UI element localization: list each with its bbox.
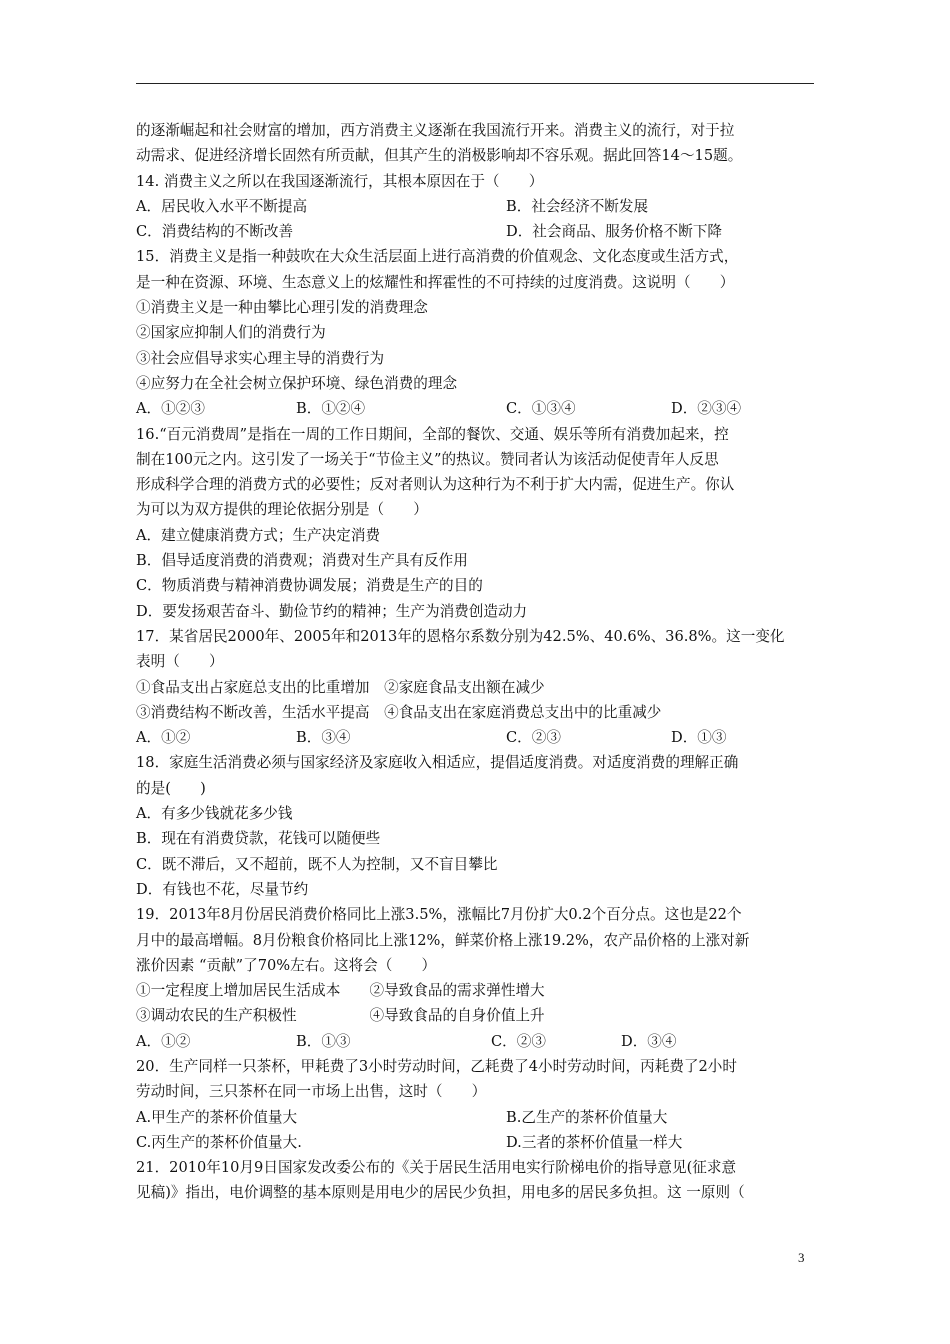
text-line: 17．某省居民2000年、2005年和2013年的恩格尔系数分别为42.5%、40.6%、36.8%。这一变化 — [136, 627, 785, 645]
option-item: ①一定程度上增加居民生活成本 ②导致食品的需求弹性增大 — [136, 982, 545, 1000]
option-row — [136, 219, 816, 244]
option-row — [136, 194, 816, 219]
option-item: A．①② — [136, 1032, 191, 1050]
option-item: D．③④ — [621, 1032, 677, 1050]
option-item: A．①② — [136, 729, 191, 747]
text-line: 20．生产同样一只茶杯，甲耗费了3小时劳动时间，乙耗费了4小时劳动时间，丙耗费了2小时 — [136, 1057, 737, 1075]
text-line: 14. 消费主义之所以在我国逐渐流行，其根本原因在于（ ） — [136, 172, 544, 190]
option-item: C．②③ — [491, 1032, 546, 1050]
text-line: A．建立健康消费方式；生产决定消费 — [136, 526, 381, 544]
option-item: ③调动农民的生产积极性 ④导致食品的自身价值上升 — [136, 1007, 545, 1025]
text-line: 制在100元之内。这引发了一场关于“节俭主义”的热议。赞同者认为该活动促使青年人反思 — [136, 450, 719, 468]
page-number: 3 — [798, 1250, 805, 1265]
text-line: C．既不滞后，又不超前，既不人为控制，又不盲目攀比 — [136, 855, 498, 873]
option-item: B．①②④ — [296, 400, 366, 418]
option-item: B.乙生产的茶杯价值量大 — [506, 1108, 668, 1126]
option-item: A.甲生产的茶杯价值量大 — [136, 1108, 298, 1126]
option-item: B．社会经济不断发展 — [506, 197, 649, 215]
option-row — [136, 1130, 816, 1155]
option-row — [136, 1003, 816, 1028]
text-line: 为可以为双方提供的理论依据分别是（ ） — [136, 501, 428, 519]
text-line: A．有多少钱就花多少钱 — [136, 805, 293, 823]
text-line: 18．家庭生活消费必须与国家经济及家庭收入相适应，提倡适度消费。对适度消费的理解正确 — [136, 754, 739, 772]
text-line: D．要发扬艰苦奋斗、勤俭节约的精神；生产为消费创造动力 — [136, 602, 528, 620]
text-line: 见稿)》指出，电价调整的基本原则是用电少的居民少负担，用电多的居民多负担。这 一原则（ — [136, 1184, 745, 1202]
header-rule — [136, 83, 814, 84]
text-line: 21．2010年10月9日国家发改委公布的《关于居民生活用电实行阶梯电价的指导意见(征求意 — [136, 1159, 737, 1177]
text-line: 16.“百元消费周”是指在一周的工作日期间，全部的餐饮、交通、娱乐等所有消费加起来，控 — [136, 425, 729, 443]
option-row — [136, 1029, 816, 1054]
text-line: 动需求、促进经济增长固然有所贡献，但其产生的消极影响却不容乐观。据此回答14～15题。 — [136, 147, 743, 165]
option-item: D．②③④ — [671, 400, 742, 418]
page-content — [136, 118, 816, 1206]
text-line: 的逐渐崛起和社会财富的增加，西方消费主义逐渐在我国流行开来。消费主义的流行，对于拉 — [136, 122, 735, 139]
text-line: ④应努力在全社会树立保护环境、绿色消费的理念 — [136, 374, 458, 392]
text-line: 15．消费主义是指一种鼓吹在大众生活层面上进行高消费的价值观念、文化态度或生活方式， — [136, 248, 739, 266]
option-item: B．③④ — [296, 729, 351, 747]
text-line: 是一种在资源、环境、生态意义上的炫耀性和挥霍性的不可持续的过度消费。这说明（ ） — [136, 273, 735, 291]
option-item: A．①②③ — [136, 400, 205, 418]
text-line: 月中的最高增幅。8月份粮食价格同比上涨12%，鲜菜价格上涨19.2%，农产品价格的上涨对新 — [136, 931, 750, 949]
text-line: B．倡导适度消费的消费观；消费对生产具有反作用 — [136, 552, 468, 570]
text-line: 表明（ ） — [136, 653, 224, 671]
text-line: ③消费结构不断改善，生活水平提高 ④食品支出在家庭消费总支出中的比重减少 — [136, 703, 662, 721]
text-line: 形成科学合理的消费方式的必要性；反对者则认为这种行为不利于扩大内需，促进生产。你认 — [136, 476, 735, 494]
option-row — [136, 978, 816, 1003]
option-item: D.三者的茶杯价值量一样大 — [506, 1133, 683, 1151]
text-line: ①食品支出占家庭总支出的比重增加 ②家庭食品支出额在减少 — [136, 678, 545, 696]
option-item: C．②③ — [506, 729, 561, 747]
text-line: 的是( ) — [136, 779, 206, 797]
option-row — [136, 725, 816, 750]
text-line: B．现在有消费贷款，花钱可以随便些 — [136, 830, 381, 848]
text-line: ③社会应倡导求实心理主导的消费行为 — [136, 349, 385, 367]
option-item: C．消费结构的不断改善 — [136, 223, 294, 241]
text-line: D．有钱也不花，尽量节约 — [136, 880, 309, 898]
option-item: A．居民收入水平不断提高 — [136, 197, 308, 215]
option-item: C．①③④ — [506, 400, 576, 418]
option-item: C.丙生产的茶杯价值量大. — [136, 1133, 302, 1151]
option-row — [136, 1105, 816, 1130]
text-line: 劳动时间，三只茶杯在同一市场上出售，这时（ ） — [136, 1083, 487, 1101]
text-line: 涨价因素 “贡献”了70%左右。这将会（ ） — [136, 956, 437, 974]
text-line: 19．2013年8月份居民消费价格同比上涨3.5%，涨幅比7月份扩大0.2个百分点。这也是22个 — [136, 906, 742, 924]
option-item: D．社会商品、服务价格不断下降 — [506, 223, 723, 241]
text-line: ②国家应抑制人们的消费行为 — [136, 324, 326, 342]
text-line: ①消费主义是一种由攀比心理引发的消费理念 — [136, 299, 428, 317]
text-line: C．物质消费与精神消费协调发展；消费是生产的目的 — [136, 577, 483, 595]
option-item: B．①③ — [296, 1032, 351, 1050]
option-item: D．①③ — [671, 729, 727, 747]
option-row — [136, 396, 816, 421]
